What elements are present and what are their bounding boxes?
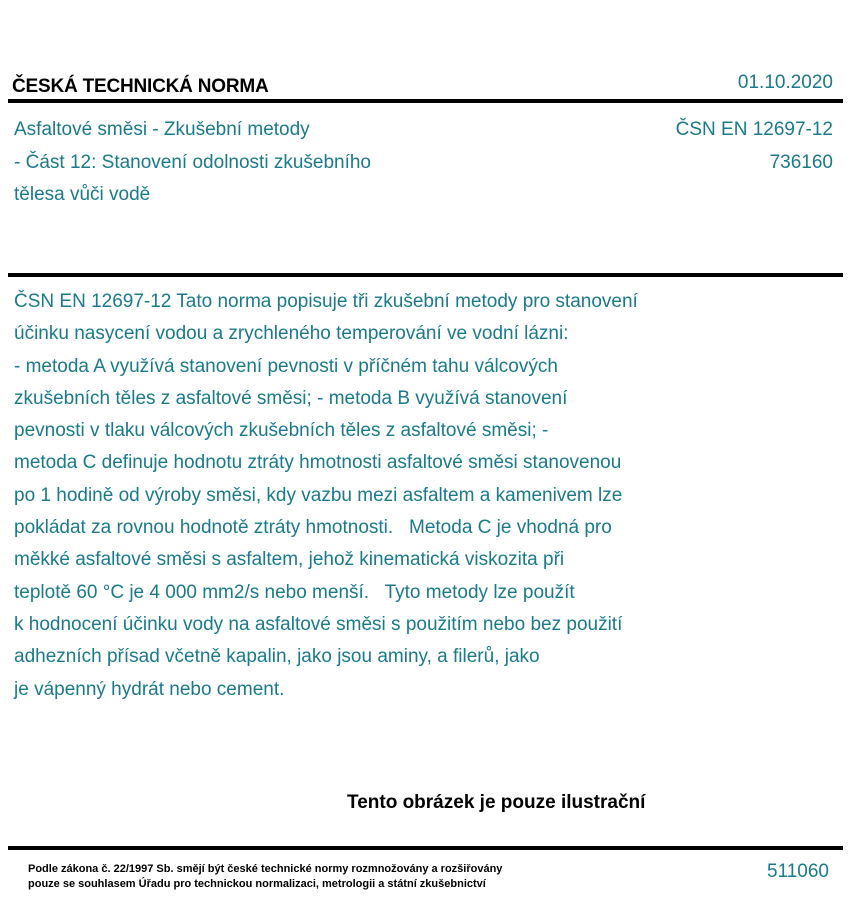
footer-divider: [8, 846, 843, 850]
standard-code: ČSN EN 12697-12: [675, 119, 833, 140]
abstract-line: adhezních přísad včetně kapalin, jako jsou aminy, a filerů, jako: [14, 646, 540, 668]
document-header-title: ČESKÁ TECHNICKÁ NORMA: [12, 76, 269, 97]
abstract-line: - metoda A využívá stanovení pevnosti v příčném tahu válcových: [14, 355, 558, 377]
abstract-line: ČSN EN 12697-12 Tato norma popisuje tři zkušební metody pro stanovení: [14, 291, 638, 312]
illustration-note: Tento obrázek je pouze ilustrační: [347, 792, 646, 813]
document-title-line: - Část 12: Stanovení odolnosti zkušebního: [14, 151, 372, 173]
abstract-line: účinku nasycení vodou a zrychleného temperování ve vodní lázni:: [14, 323, 569, 345]
footer-code: 511060: [767, 861, 829, 882]
header-divider: [8, 99, 843, 103]
document-codes: [676, 114, 833, 179]
abstract-line: po 1 hodině od výroby směsi, kdy vazbu mezi asfaltem a kamenivem lze: [14, 484, 623, 506]
abstract-line: pevnosti v tlaku válcových zkušebních těles z asfaltové směsi; -: [14, 420, 549, 442]
abstract-line: teplotě 60 °C je 4 000 mm2/s nebo menší. Tyto metody lze použít: [14, 581, 575, 603]
abstract-line: metoda C definuje hodnotu ztráty hmotnosti asfaltové směsi stanovenou: [14, 452, 622, 474]
abstract-line: měkké asfaltové směsi s asfaltem, jehož kinematická viskozita při: [14, 549, 565, 571]
document-title-line: tělesa vůči vodě: [14, 184, 151, 205]
abstract-line: je vápenný hydrát nebo cement.: [14, 678, 285, 700]
abstract-text: [14, 286, 638, 706]
legal-notice-line: Podle zákona č. 22/1997 Sb. smějí být české technické normy rozmnožovány a rozšiřovány: [28, 863, 503, 875]
abstract-line: k hodnocení účinku vody na asfaltové směsi s použitím nebo bez použití: [14, 613, 623, 635]
abstract-line: pokládat za rovnou hodnotě ztráty hmotnosti. Metoda C je vhodná pro: [14, 517, 612, 539]
classification-code: 736160: [769, 151, 833, 173]
legal-notice: [28, 862, 502, 892]
title-divider: [8, 273, 843, 277]
legal-notice-line: pouze se souhlasem Úřadu pro technickou normalizaci, metrologii a státní zkušebnictví: [28, 878, 486, 890]
publication-date: 01.10.2020: [737, 72, 833, 93]
abstract-line: zkušebních těles z asfaltové směsi; - metoda B využívá stanovení: [14, 387, 568, 409]
document-title: [14, 114, 371, 212]
document-title-line: Asfaltové směsi - Zkušební metody: [14, 119, 310, 140]
